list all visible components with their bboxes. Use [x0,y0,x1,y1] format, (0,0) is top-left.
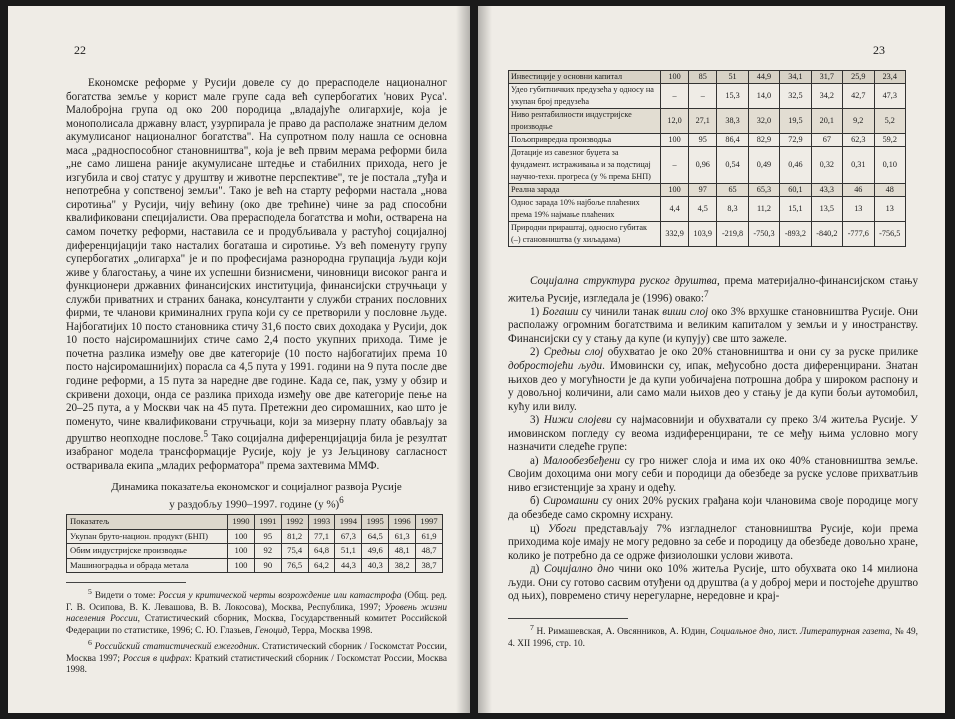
right-page [478,6,945,713]
table-cell: 4,5 [689,197,717,222]
table-cell: 1992 [281,515,308,530]
footnote-divider [508,618,628,619]
page-number: 23 [873,43,885,57]
table-cell: 51 [717,71,748,84]
table-cell: Обим индустријске производње [67,544,228,559]
table-cell: 20,1 [811,109,842,134]
right-footnotes [508,609,918,650]
list-item: д) Социјално дно чини око 10% житеља Русије, што обухвата око 14 милиона људи. Они су готово сасвим отуђени од друштва (а у доброј мери и постојеће друштво од њих), повремено стичу нерегуларне, нередовне и крај- [508,563,918,603]
table-cell: Машиноградња и обрада метала [67,558,228,573]
table-cell: Пољопривредна производња [509,134,661,147]
table-cell: 34,2 [811,84,842,109]
table-cell: 42,7 [843,84,874,109]
table-cell: 38,7 [416,558,443,573]
table-cell: 43,3 [811,184,842,197]
table-cell: 38,2 [389,558,416,573]
table-cell: 100 [661,71,689,84]
table-cell: Ниво рентабилности индустријске производње [509,109,661,134]
table-cell: 0,10 [874,147,906,184]
footnote-ref: 5 [203,430,209,441]
table-cell: 82,9 [748,134,779,147]
table-cell: 100 [228,544,255,559]
table-cell: 85 [689,71,717,84]
table-cell: 75,4 [281,544,308,559]
table-cell: 0,31 [843,147,874,184]
left-page [8,6,470,713]
table-cell: 19,5 [780,109,811,134]
left-page-body [66,77,447,676]
footnote-ref: 7 [703,289,709,300]
table-cell: 90 [254,558,281,573]
page-number: 22 [74,43,86,57]
table-cell: 95 [689,134,717,147]
body-paragraph: Социјална структура руског друштва, према материјално-финансијском стању житеља Русије, изгледала је (1996) овако:$^7$ [508,275,918,305]
table-cell: -750,3 [748,222,779,247]
table-row [67,544,443,559]
table-cell: 0,54 [717,147,748,184]
table-cell: 1990 [228,515,255,530]
table-cell: 0,49 [748,147,779,184]
table-cell: 95 [254,529,281,544]
table-cell: Природни прираштај, односно губитак (–) становништва (у хиљадама) [509,222,661,247]
table-row [67,529,443,544]
table-cell: 67,3 [335,529,362,544]
table-cell: 64,2 [308,558,335,573]
table-cell: 44,9 [748,71,779,84]
list-item: а) Малообезбеђени су гро нижег слоја и има их око 40% становништва земље. Својим дохоцима они могу себи и породици да обезбеде за руске услове прихватљив ниво егзистенције за храну и одећу. [508,454,918,494]
table-cell: 14,0 [748,84,779,109]
list-item: 2) Средњи слој обухватао је око 20% становништва и они су за руске прилике добростојећи људи. Имовински су, ипак, међусобно доста диференцирани. Знатан њихов део у могућности је да купи уобичајена потрошна добра у широком распону и у довољној количини, али само мали њихов део у стању је да купи бољи аутомобил, кућу или вилу. [508,346,919,413]
table-cell: 1995 [362,515,389,530]
table-cell: -777,6 [843,222,874,247]
table-cell: 65 [717,184,748,197]
footnote-divider [66,582,186,583]
table-cell: 65,3 [748,184,779,197]
footnote-6: $^6$ Российский статистический ежегодник. Статистический сборник / Госкомстат России, Москва 1997; Россия в цифрах: Краткий статистический сборник / Госкомстат России, Москва 1998. [66,638,448,676]
table-cell: 23,4 [874,71,906,84]
table-cell: 13 [843,197,874,222]
table-cell: 61,9 [416,529,443,544]
body-paragraph: Економске реформе у Русији довеле су до прерасподеле националног богатства земље у корист мале групе сада већ супербогатих 'нових Руса'. Малобројна група од око 200 породица „владајуће олигархије, која је монополисала државну власт, узурпирала је право да располаже знатним делом акумулисаног националног богатства". На супротном полу нашла се основна маса „радноспособног становништва", која је већ првим мерама реформи била „не само лишена раније акумулисане штедње и стабилних прихода, него је изгубила и свој статус у друштву и животне перспективе", те је постала „туђа и непотребна у сопственој земљи". Тако је већ на старту реформи настала „нова сиротиња" у Русији, чију већину (око две трећине) чине за рад способни квалификовани специјалисти. Ова прерасподела богатства и моћи, остварена на самом почетку реформи, наставила се и продубљивала у растућој социјалној диференцијацији тако насталих богаташа и сиротиње. Уз већ поменуту групу супербогатих „олигарха" је и по професијама разнородна групација људи који живе у благостању, а чине их успешни бизнисмени, чиновници високог ранга и функционери државних финансијских институција, финансијски стручњаци у служби приватних и страних банака, консултанти у служби страних пословних фирми, те чланови криминалних група који су се претворили у пословне људе. Најбогатијих 10 посто становника стичу 31,6 посто свих доходака у Русији, док 10 посто најсиромашнијих стиче само 2,4 посто укупних прихода. Тиме је почетна разлика између ове две категорије (10 посто најбогатијих према 10 посто најсиромашнијих) порасла са 4,5 пута у 1991. години на 9 пута после две године реформи, а 15 пута за наредне две године. Када се, пак, узму у обзир и скривени дохоци, онда се разлика прихода између ове две категорије пење на 20–25 пута, а у Москви чак на 45 пута. Претежни део сиромашних, као што је поменуто, чине квалификовани стручњаци, који за мизерну плату обављају за друштво неопходне послове.$^5$ Тако социјална диференцијација била је резултат изабраног модела трансформације Русије, коју је уз Јељцинову сагласност остваривала екипа „младих реформатора" према захтевима ММФ. [66,77,448,472]
table-cell: -756,5 [874,222,906,247]
table-cell: 15,3 [717,84,748,109]
table-cell: 92 [254,544,281,559]
list-item: б) Сиромашни су оних 20% руских грађана који члановима своје породице могу да обезбеде само скромну исхрану. [508,495,918,521]
table-cell: 5,2 [874,109,906,134]
table-row [509,184,906,197]
table-cell: 100 [228,529,255,544]
table-cell: 76,5 [281,558,308,573]
table-cell: 46 [843,184,874,197]
table-cell: 100 [228,558,255,573]
table-cell: 1996 [389,515,416,530]
table-cell: 1993 [308,515,335,530]
table-cell: -893,2 [780,222,811,247]
table-cell: 9,2 [843,109,874,134]
table-cell: 48,7 [416,544,443,559]
table-cell: 13,5 [811,197,842,222]
table-cell: 0,32 [811,147,842,184]
table-cell: Реална зарада [509,184,661,197]
list-item: 1) Богаши су чинили танак виши слој око 3% врхушке становништва Русије. Они располажу огромним богатствима и великим капиталом у земљи и у иностранству. Финансијски су у стању да купе (и купују) све што зажеле. [508,305,918,345]
table-row [509,147,906,184]
table-cell: 25,9 [843,71,874,84]
table-cell: 44,3 [335,558,362,573]
table-cell: 62,3 [843,134,874,147]
table-cell: 332,9 [661,222,689,247]
table-header-row [509,71,906,84]
table-cell: 12,0 [661,109,689,134]
table-cell: 100 [661,134,689,147]
table-caption: Динамика показатеља економског и социјалног развоја Русије у раздобљу 1990–1997. године (у %)$^6$ [111,480,402,511]
table-cell: 0,46 [780,147,811,184]
table-cell: 49,6 [362,544,389,559]
table-row [509,197,906,222]
indicators-table-continued [508,70,906,247]
footnote-ref: 6 [339,494,344,505]
table-cell: 1997 [416,515,443,530]
page-gutter-shadow [456,6,470,713]
table-cell: 61,3 [389,529,416,544]
table-cell: – [661,84,689,109]
table-cell: 38,3 [717,109,748,134]
table-cell: 1991 [254,515,281,530]
table-cell: -840,2 [811,222,842,247]
table-cell: Удео губитничких предузећа у односу на укупан број предузећа [509,84,661,109]
table-cell: 48,1 [389,544,416,559]
table-cell: 11,2 [748,197,779,222]
table-cell: 15,1 [780,197,811,222]
table-cell: 1994 [335,515,362,530]
table-cell: 8,3 [717,197,748,222]
footnote-7: $^7$ Н. Римашевская, А. Овсянников, А. Юдин, Социальное дно, лист. Литературная газета, № 49, 4. XII 1996, стр. 10. [508,623,919,649]
table-cell: Однос зарада 10% најбоље плаћених према 19% најмање плаћених [509,197,661,222]
table-cell: 0,96 [689,147,717,184]
table-cell: 103,9 [689,222,717,247]
table-cell: 27,1 [689,109,717,134]
table-cell: Показатељ [67,515,228,530]
indicators-table [66,514,443,573]
list-item: 3) Нижи слојеви су најмасовнији и обухватали су преко 3/4 житеља Русије. У имовинском погледу су веома издиференцирани, те се међу њима условно могу назначити следеће групе: [508,414,918,454]
table-cell: 64,5 [362,529,389,544]
table-row [509,84,906,109]
table-cell: 40,3 [362,558,389,573]
table-cell: 81,2 [281,529,308,544]
table-cell: 34,1 [780,71,811,84]
table-cell: 47,3 [874,84,906,109]
table-cell: 77,1 [308,529,335,544]
table-row [509,109,906,134]
table-cell: 72,9 [780,134,811,147]
table-cell: 97 [689,184,717,197]
page-gutter-shadow [478,6,492,713]
table-cell: 31,7 [811,71,842,84]
right-page-body [508,275,918,604]
table-cell: Дотације из савезног буџета за фундамент. истраживања и за подстицај научно-техн. прогреса (у % према БНП) [509,147,661,184]
table-cell: 67 [811,134,842,147]
table-cell: 64,8 [308,544,335,559]
table-cell: Укупан бруто-национ. продукт (БНП) [67,529,228,544]
table-cell: 100 [661,184,689,197]
table-cell: 59,2 [874,134,906,147]
table-cell: -219,8 [717,222,748,247]
table-cell: 86,4 [717,134,748,147]
table-row [509,222,906,247]
footnote-5: $^5$ Видети о томе: Россия у критической черты возрождение или катастрофа (Общ. ред. Г. В. Осипова, В. К. Левашова, В. В. Локосова), Москва, Республика, 1997; Уровень жизни населения России, Статистический сборник, Москва, Государственный комитет Российской Федерации по статистике, 1996; С. Ю. Глазьев, Геноцид, Терра, Москва 1998. [66,587,447,636]
table-cell: 48 [874,184,906,197]
table-header-row [67,515,443,530]
table-cell: 32,0 [748,109,779,134]
table-cell: Инвестиције у основни капитал [509,71,661,84]
table-cell: 4,4 [661,197,689,222]
table-cell: 60,1 [780,184,811,197]
table-cell: 13 [874,197,906,222]
table-row [509,134,906,147]
table-cell: 51,1 [335,544,362,559]
table-row [67,558,443,573]
table-cell: – [689,84,717,109]
table-cell: 32,5 [780,84,811,109]
list-item: ц) Убоги представљају 7% изгладнелог становништва Русије, који према приходима које имају не могу редовно за себе и породицу да обезбеде довољно хране, колико је потребно да се одрже физиолошки услови живота. [508,522,918,562]
table-cell: – [661,147,689,184]
